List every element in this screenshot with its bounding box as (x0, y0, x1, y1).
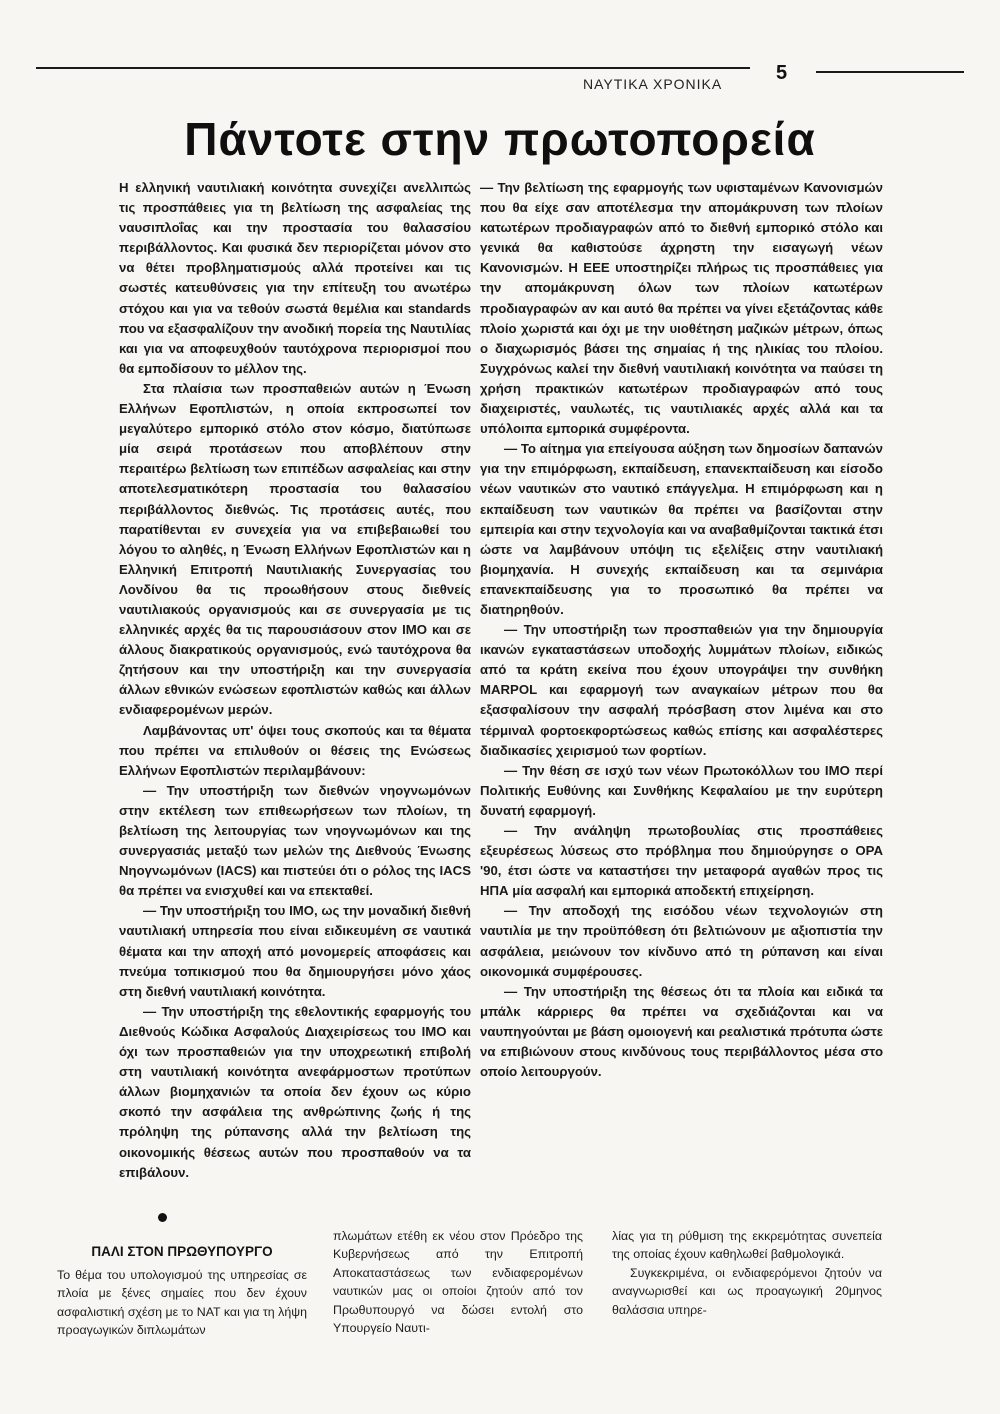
sidebar-column-1 (57, 1266, 307, 1340)
article-column-left (119, 178, 471, 1183)
paragraph: Το θέμα του υπολογισμού της υπηρεσίας σε πλοία με ξένες σημαίες που δεν έχουν ασφαλιστική σχέση με το ΝΑΤ και για τη λήψη προαγωγικών διπλωμάτων (57, 1268, 307, 1338)
paragraph: πλωμάτων ετέθη εκ νέου στον Πρόεδρο της Κυβερνήσεως από την Επιτροπή Αποκαταστάσεως των ενδιαφερομένων ναυτικών μας οι οποίοι ζητούν από τον Πρωθυπουργό να δώσει εντολή στο Υπουργείο Ναυτι- (333, 1229, 583, 1336)
section-bullet (158, 1213, 167, 1222)
article-column-right (480, 178, 883, 1082)
list-item: — Το αίτημα για επείγουσα αύξηση των δημοσίων δαπανών για την επιμόρφωση, εκπαίδευση, επανεκπαίδευση και είσοδο νέων ναυτικών στο ναυτικό επάγγελμα. Η επιμόρφωση και η εκπαίδευση των ναυτικών θα πρέπει να βασίζονται στην εμπειρία και στην τεχνολογία και να αναβαθμίζονται τακτικά έτσι ώστε να λαμβάνουν υπόψη τις εξελίξεις στην ναυτιλιακή βιομηχανία. Η συνεχής εκπαίδευση και τα σεμινάρια επανεκπαίδευσης για το προσωπικό θα πρέπει να διατηρηθούν. (480, 441, 883, 617)
list-item: — Την υποστήριξη της εθελοντικής εφαρμογής του Διεθνούς Κώδικα Ασφαλούς Διαχειρίσεως του ΙΜΟ και όχι των προσπαθειών για την υποχρεωτική επιβολή στη ναυτιλιακή κοινότητα ανεφάρμοστων προτύπων άλλων βιομηχανιών τα οποία δεν έχουν ως κύριο σκοπό την ασφάλεια της ανθρώπινης ζωής ή της πρόληψη της ρύπανσης αλλά την βελτίωση της οικονομικής θέσεως αυτών που προσπαθούν να τα επιβάλουν. (119, 1003, 471, 1180)
paragraph: λίας για τη ρύθμιση της εκκρεμότητας συνεπεία της οποίας έχουν καθηλωθεί βαθμολογικά. (612, 1229, 882, 1262)
page-number: 5 (776, 62, 788, 84)
list-item: — Την υποστήριξη του ΙΜΟ, ως την μοναδική διεθνή ναυτιλιακή υπηρεσία που είναι ειδικευμένη σε ναυτικά θέματα και την αποχή από μονομερείς αποφάσεις και πνεύμα τοπικισμού που θα δημιουργήσει μόνο χάος στη διεθνή ναυτιλιακή κοινότητα. (119, 903, 471, 999)
paragraph: Η ελληνική ναυτιλιακή κοινότητα συνεχίζει ανελλιπώς τις προσπάθειες για τη βελτίωση της ασφαλείας της ναυσιπλοΐας και την προστασία του θαλασσίου περιβάλλοντος. Και φυσικά δεν περιορίζεται μόνον στο να θέτει προβληματισμούς αλλά προτείνει και τις σωστές κατευθύνσεις για την επίτευξη του ανωτέρω στόχου και για να τεθούν σωστά θεμέλια και standards που να εξασφαλίζουν την ανοδική πορεία της Ναυτιλίας και για να αποφευχθούν ταυτόχρονα περιορισμοί που θα εμποδίσουν το μέλλον της. (119, 180, 471, 376)
list-item: — Την θέση σε ισχύ των νέων Πρωτοκόλλων του ΙΜΟ περί Πολιτικής Ευθύνης και Συνθήκης Κεφαλαίου με την ευρύτερη δυνατή εφαρμογή. (480, 762, 883, 818)
paragraph: Λαμβάνοντας υπ' όψει τους σκοπούς και τα θέματα που πρέπει να επιλυθούν οι θέσεις της Ενώσεως Ελλήνων Εφοπλιστών περιλαμβάνουν: (119, 722, 471, 778)
header-rule-right (816, 71, 964, 73)
running-head: ΝΑΥΤΙΚΑ ΧΡΟΝΙΚΑ (583, 76, 723, 92)
list-item: — Την υποστήριξη των προσπαθειών για την δημιουργία ικανών εγκαταστάσεων υποδοχής λυμμάτων πλοίων, ειδικώς από τα κράτη εκείνα που έχουν υπογράψει την συνθήκη MARPOL και εφαρμογή των αναγκαίων μέτρων που θα εξασφαλίσουν την ασφαλή πρόσβαση στον λιμένα και στο τέρμιναλ φορτοεκφορτώσεως καθώς επίσης και ασφαλέστερες διαδικασίες χειρισμού των φορτίων. (480, 622, 883, 758)
header-rule-left (36, 67, 750, 69)
list-item: — Την ανάληψη πρωτοβουλίας στις προσπάθειες εξευρέσεως λύσεως στο πρόβλημα που δημιούργησε ο ΟΡΑ '90, έτσι ώστε να καταστήσει την μεταφορά αγαθών προς τις ΗΠΑ μία ασφαλή και εμπορικά αποδεκτή επιχείρηση. (480, 823, 883, 899)
list-item: — Την υποστήριξη των διεθνών νηογνωμόνων στην εκτέλεση των επιθεωρήσεων των πλοίων, τη βελτίωση της λειτουργίας των νηογνωμόνων και της συνεργασιάς μεταξύ των μελών της Διεθνούς Ένωσης Νηογνωμόνων (IACS) και πιστεύει ότι ο ρόλος της IACS θα πρέπει να ενισχυθεί και να επεκταθεί. (119, 782, 471, 899)
sidebar-heading: ΠΑΛΙ ΣΤΟΝ ΠΡΩΘΥΠΟΥΡΓΟ (91, 1244, 273, 1259)
list-item: — Την αποδοχή της εισόδου νέων τεχνολογιών στη ναυτιλία με την προϋπόθεση ότι βελτιώνουν με αξιοπιστία την ασφάλεια, μειώνουν τον κίνδυνο από τη ρύπανση και είναι οικονομικά συμφέρουσες. (480, 903, 883, 979)
sidebar-column-3 (612, 1227, 882, 1319)
article-title: Πάντοτε στην πρωτοπορεία (184, 113, 816, 165)
paragraph: Στα πλαίσια των προσπαθειών αυτών η Ένωση Ελλήνων Εφοπλιστών, η οποία εκπροσωπεί τον μεγαλύτερο εμπορικό στόλο στον κόσμο, διατύπωσε μία σειρά προτάσεων που αποβλέπουν στην περαιτέρω βελτίωση των επιπέδων ασφαλείας και στην αποτελεσματικότερη προστασία του θαλασσίου περιβάλλοντος διεθνώς. Τις προτάσεις αυτές, που παρατίθενται εν συνεχεία για να επιβεβαιωθεί του λόγου το αληθές, η Ένωση Ελλήνων Εφοπλιστών και η Ελληνική Επιτροπή Ναυτιλιακής Συνεργασίας του Λονδίνου θα τις προωθήσουν στους διεθνείς ναυτιλιακούς οργανισμούς και σε συνεργασία με τις ελληνικές αρχές θα τις παρουσιάσουν στον ΙΜΟ και σε άλλους διακρατικούς οργανισμούς, ενώ ταυτόχρονα θα ζητήσουν και την υποστήριξη και την συνεργασία άλλων εθνικών ενώσεων εφοπλιστών καθώς και άλλων ενδιαφερομένων μερών. (119, 380, 471, 718)
list-item: — Την βελτίωση της εφαρμογής των υφισταμένων Κανονισμών που θα είχε σαν αποτέλεσμα την απομάκρυνση των πλοίων κατωτέρων προδιαγραφών από το διεθνή εμπορικό στόλο και γενικά θα καθιστούσε άχρηστη την εισαγωγή νέων Κανονισμών. Η ΕΕΕ υποστηρίζει πλήρως τις προσπάθειες για την απομάκρυνση όλων των πλοίων κατωτέρων προδιαγραφών αν και αυτό θα πρέπει να γίνει εξετάζοντας κάθε πλοίο χωριστά και όχι με την υιοθέτηση μαζικών μέτρων, όπως ο διαχωρισμός βάσει της σημαίας ή της ηλικίας του πλοίου. Συγχρόνως καλεί την διεθνή ναυτιλιακή κοινότητα να παύσει τη χρήση πρακτικών κατωτέρων προδιαγραφών από τους διαχειριστές, ναυλωτές, τις ναυτιλιακές αρχές αλλά και τα υπόλοιπα εμπορικά συμφέροντα. (480, 180, 883, 437)
paragraph: Συγκεκριμένα, οι ενδιαφερόμενοι ζητούν να αναγνωρισθεί και ως προαγωγική 20μηνος θαλάσσια υπηρε- (612, 1265, 882, 1317)
list-item: — Την υποστήριξη της θέσεως ότι τα πλοία και ειδικά τα μπάλκ κάρριερς θα πρέπει να σχεδιάζονται και να ναυπηγούνται με βάση ομοιογενή και ρεαλιστικά πρότυπα ώστε να επιβιώνουν στους κινδύνους τους περιβάλλοντος μέσα στο οποίο λειτουργούν. (480, 983, 883, 1080)
sidebar-column-2 (333, 1227, 583, 1337)
